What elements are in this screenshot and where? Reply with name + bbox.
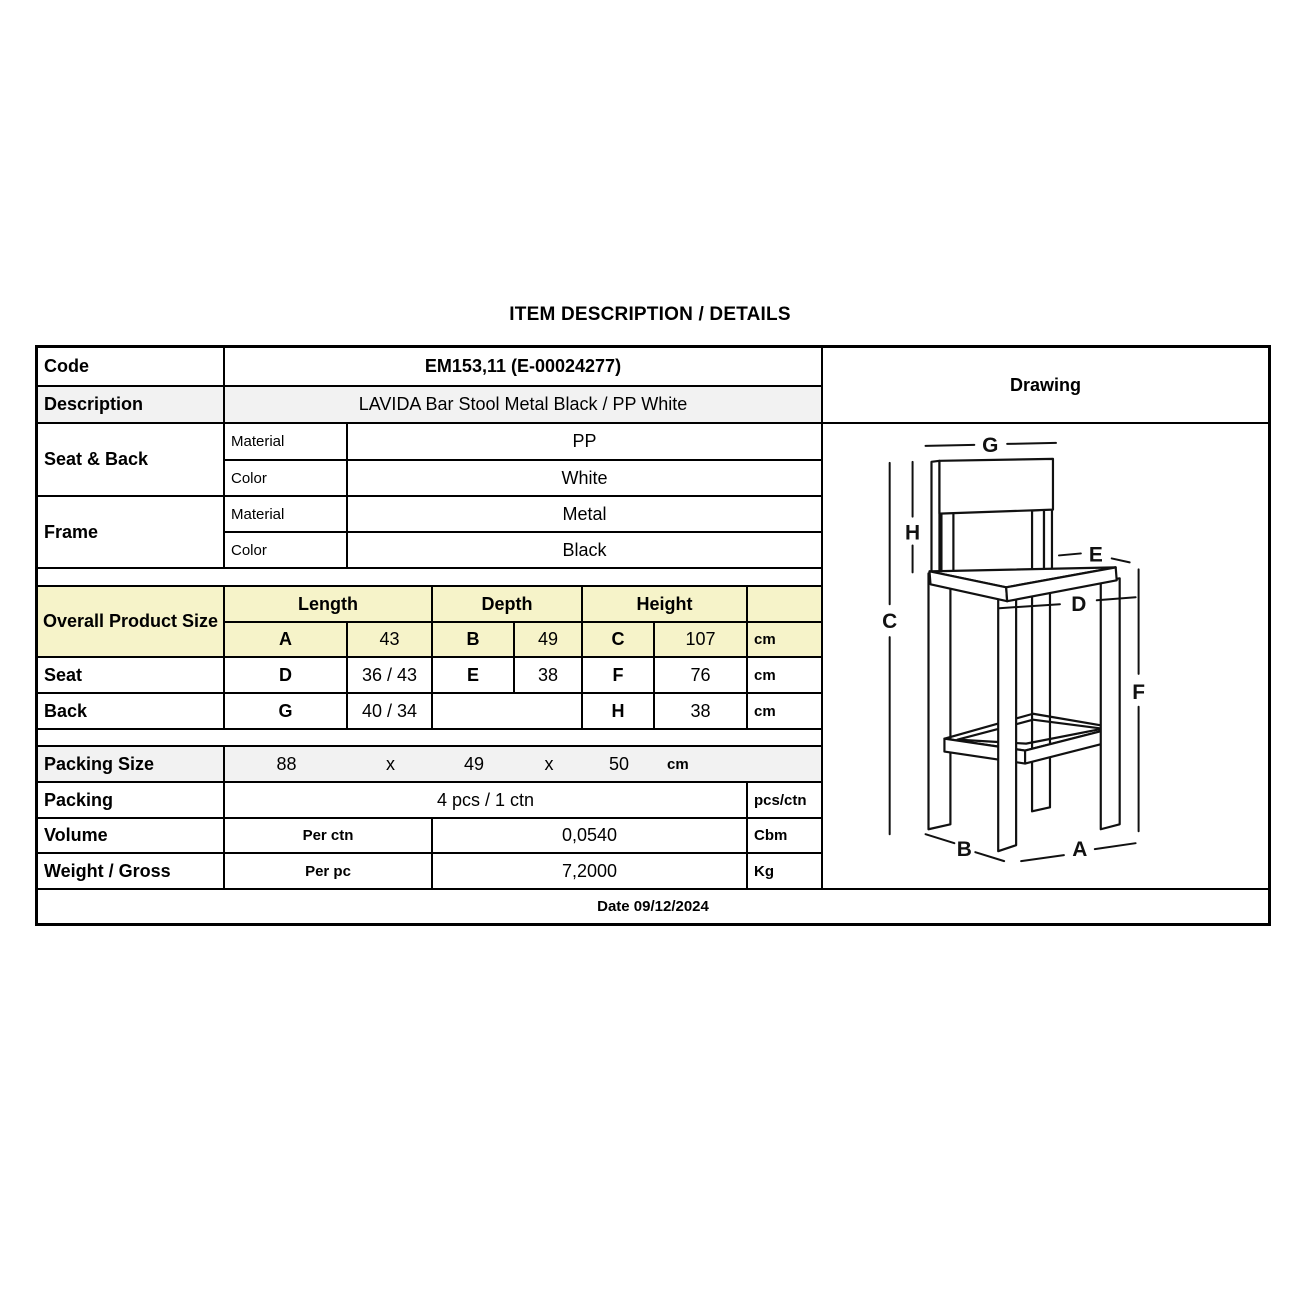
dimension-label-b: B [956, 838, 972, 862]
seat-d-key: D [225, 658, 348, 694]
code-value: EM153,11 (E-00024277) [225, 348, 823, 387]
volume-per: Per ctn [225, 819, 433, 854]
overall-b-value: 49 [515, 623, 583, 658]
overall-a-value: 43 [348, 623, 433, 658]
seat-back-material-value: PP [348, 424, 823, 461]
drawing-header: Drawing [823, 348, 1268, 424]
spec-table [35, 345, 1271, 926]
dimension-label-d: D [1071, 593, 1087, 617]
packing-size-v2: 49 [463, 753, 485, 774]
back-h-key: H [583, 694, 655, 730]
packing-unit: pcs/ctn [748, 783, 823, 819]
stool-back-upright-right [1044, 509, 1052, 572]
frame-color-value: Black [348, 533, 823, 569]
date-row: Date 09/12/2024 [597, 898, 709, 915]
stool-front-right-leg [1101, 578, 1120, 829]
dimension-label-f: F [1132, 680, 1145, 704]
seat-f-key: F [583, 658, 655, 694]
size-header-unit-blank [748, 587, 823, 623]
back-row-label: Back [38, 694, 225, 730]
weight-per: Per pc [225, 854, 433, 890]
frame-material-label: Material [225, 497, 348, 533]
frame-label: Frame [38, 497, 225, 569]
dimension-label-c: C [882, 610, 898, 634]
drawing-cell [823, 424, 1268, 890]
weight-label: Weight / Gross [38, 854, 225, 890]
seat-row-label: Seat [38, 658, 225, 694]
packing-size-x2: x [544, 753, 554, 774]
seat-back-color-label: Color [225, 461, 348, 497]
frame-color-label: Color [225, 533, 348, 569]
stool-front-left-leg [998, 597, 1016, 851]
volume-unit: Cbm [748, 819, 823, 854]
back-h-value: 38 [655, 694, 748, 730]
overall-a-key: A [225, 623, 348, 658]
packing-value: 4 pcs / 1 ctn [225, 783, 748, 819]
page-title: ITEM DESCRIPTION / DETAILS [509, 304, 791, 325]
seat-d-value: 36 / 43 [348, 658, 433, 694]
seat-back-color-value: White [348, 461, 823, 497]
size-header-height: Height [583, 587, 748, 623]
volume-value: 0,0540 [433, 819, 748, 854]
dimension-label-a: A [1072, 838, 1088, 862]
frame-material-value: Metal [348, 497, 823, 533]
seat-e-key: E [433, 658, 515, 694]
packing-size-unit: cm [667, 755, 689, 773]
stool-back-post-right [1032, 510, 1044, 574]
code-label: Code [38, 348, 225, 387]
seat-back-label: Seat & Back [38, 424, 225, 497]
dimension-label-e: E [1088, 543, 1103, 567]
packing-size-value [225, 747, 823, 783]
overall-c-key: C [583, 623, 655, 658]
seat-back-material-label: Material [225, 424, 348, 461]
spacer-row [38, 730, 823, 747]
size-header-depth: Depth [433, 587, 583, 623]
stool-back-upright-left [931, 461, 939, 575]
overall-c-value: 107 [655, 623, 748, 658]
packing-size-label: Packing Size [38, 747, 225, 783]
overall-unit: cm [748, 623, 823, 658]
seat-unit: cm [748, 658, 823, 694]
packing-size-v1: 88 [276, 753, 297, 774]
seat-f-value: 76 [655, 658, 748, 694]
dimension-label-g: G [982, 433, 999, 457]
description-value: LAVIDA Bar Stool Metal Black / PP White [225, 387, 823, 424]
back-g-key: G [225, 694, 348, 730]
back-depth-blank [433, 694, 583, 730]
stool-back-post-left [941, 512, 953, 577]
stool-drawing [823, 424, 1268, 888]
stool-backrest-panel [939, 459, 1053, 514]
overall-size-label: Overall Product Size [38, 587, 225, 658]
packing-size-x1: x [386, 753, 395, 774]
size-header-length: Length [225, 587, 433, 623]
weight-value: 7,2000 [433, 854, 748, 890]
packing-label: Packing [38, 783, 225, 819]
packing-size-v3: 50 [608, 753, 630, 774]
back-g-value: 40 / 34 [348, 694, 433, 730]
dimension-label-h: H [905, 521, 921, 545]
description-label: Description [38, 387, 225, 424]
overall-b-key: B [433, 623, 515, 658]
volume-label: Volume [38, 819, 225, 854]
weight-unit: Kg [748, 854, 823, 890]
stool-back-left-leg [929, 571, 951, 829]
spacer-row [38, 569, 823, 587]
back-unit: cm [748, 694, 823, 730]
seat-e-value: 38 [515, 658, 583, 694]
